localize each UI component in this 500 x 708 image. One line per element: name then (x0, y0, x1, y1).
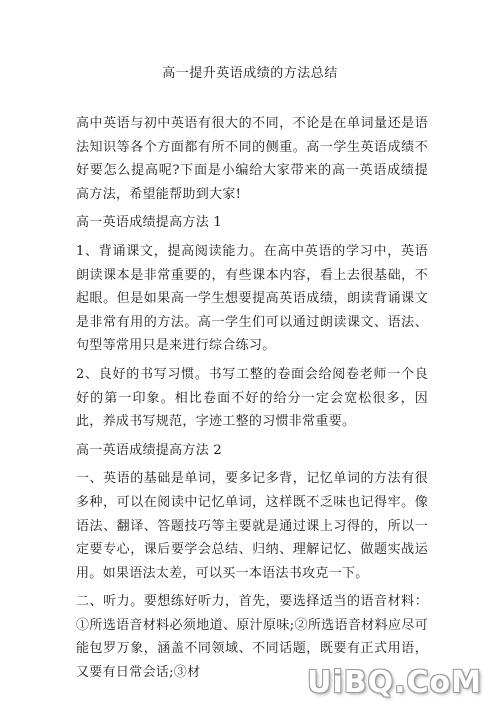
site-watermark: UiBQ.CoM (307, 665, 482, 700)
document-body (76, 112, 428, 690)
document-title: 高一提升英语成绩的方法总结 (162, 66, 338, 81)
body-paragraph: 二、听力。要想练好听力，首先，要选择适当的语音材料：①所选语音材料必须地道、原汁原味;②所选语音材料应尽可能包罗万象，涵盖不同领域、不同话题，既要有正式用语，又要有日常会话;③材 (76, 594, 428, 681)
body-paragraph: 2、良好的书写习惯。书写工整的卷面会给阅卷老师一个良好的第一印象。相比卷面不好的给分一定会宽松很多，因此，养成书写规范，字迹工整的习惯非常重要。 (76, 366, 428, 430)
body-paragraph: 一、英语的基础是单词，要多记多背，记忆单词的方法有很多种，可以在阅读中记忆单词，这样既不乏味也记得牢。像语法、翻译、答题技巧等主要就是通过课上习得的，所以一定要专心，课后要学会总结、归纳、理解记忆、做题实战运用。如果语法太差，可以买一本语法书攻克一下。 (76, 471, 428, 581)
section-heading-2: 高一英语成绩提高方法 2 (76, 442, 223, 458)
section-heading-1: 高一英语成绩提高方法 1 (76, 215, 223, 231)
body-paragraph: 1、背诵课文，提高阅读能力。在高中英语的学习中，英语朗读课本是非常重要的，有些课本内容，看上去很基础，不起眼。但是如果高一学生想要提高英语成绩，朗读背诵课文是非常有用的方法。高一学生们可以通过朗读课文、语法、句型等常用只是来进行综合练习。 (76, 243, 428, 354)
intro-paragraph: 高中英语与初中英语有很大的不同，不论是在单词量还是语法知识等各个方面都有所不同的侧重。高一学生英语成绩不好要怎么提高呢?下面是小编给大家带来的高一英语成绩提高方法，希望能帮助到大家! (76, 116, 428, 202)
